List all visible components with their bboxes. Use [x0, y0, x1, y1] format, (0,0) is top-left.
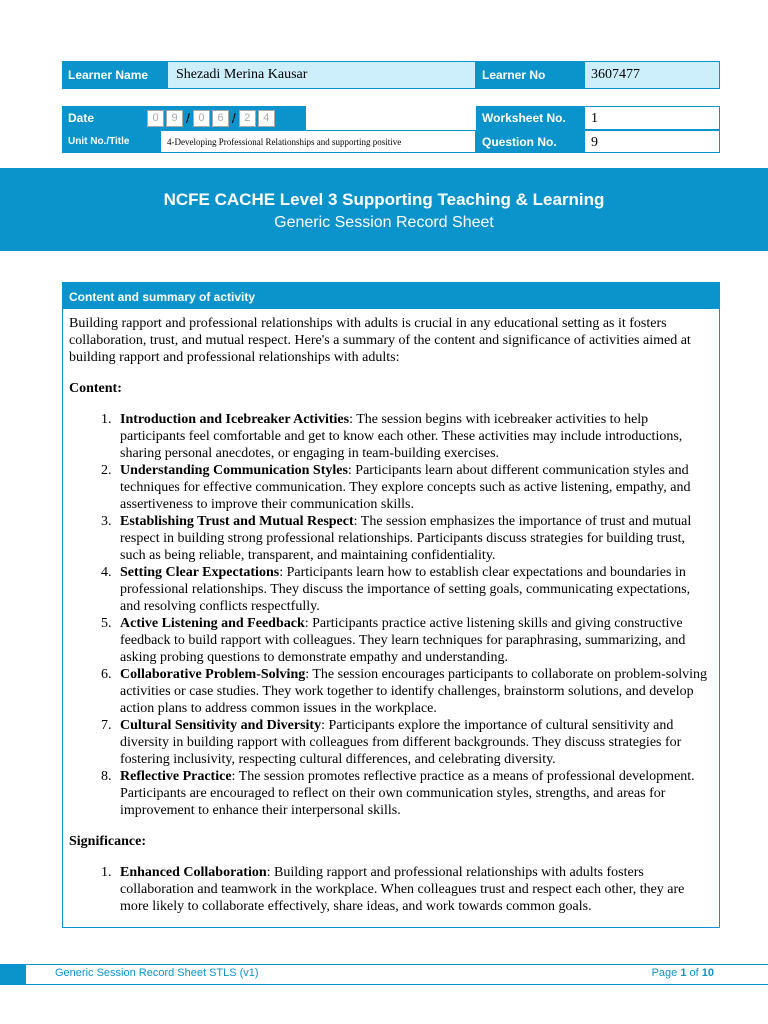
page-number — [652, 967, 714, 979]
list-item-title: Reflective Practice — [120, 769, 232, 784]
list-item-title: Active Listening and Feedback — [120, 616, 305, 631]
page-title: NCFE CACHE Level 3 Supporting Teaching & Learning — [163, 190, 605, 209]
date-digit[interactable]: 6 — [212, 110, 229, 127]
question-no-label: Question No. — [476, 130, 584, 153]
list-item-text: : Participants learn how to establish clear expectations and boundaries in professional relationships. They discuss the importance of setting goals, communicating expectations, and resolving conflicts respectfully. — [120, 565, 691, 614]
date-digit[interactable]: 2 — [239, 110, 256, 127]
date-digit[interactable]: 4 — [258, 110, 275, 127]
intro-paragraph: Building rapport and professional relationships with adults is crucial in any educational setting as it fosters collaboration, trust, and mutual respect. Here's a summary of the content and significance of activities aimed at building rapport and professional relationships with adults: — [69, 316, 691, 365]
list-item-text: : Building rapport and professional relationships with adults fosters collaboration and teamwork in the workplace. When colleagues trust and respect each other, they are more likely to collaborate effectively, share ideas, and work towards common goals. — [120, 865, 685, 914]
learner-name-field[interactable]: Shezadi Merina Kausar — [167, 61, 476, 89]
list-item-text: : The session encourages participants to collaborate on problem-solving activities or case studies. They work together to identify challenges, brainstorm solutions, and develop action plans to address common issues in the workplace. — [120, 667, 707, 716]
list-item-title: Enhanced Collaboration — [120, 865, 267, 880]
list-item-title: Understanding Communication Styles — [120, 463, 348, 478]
list-item-text: : The session begins with icebreaker activities to help participants feel comfortable and get to know each other. These activities may include introductions, sharing personal anecdotes, or engaging in team-building exercises. — [120, 412, 683, 461]
list-item-text: : Participants practice active listening skills and giving constructive feedback to build rapport with colleagues. They learn techniques for paraphrasing, summarizing, and asking probing questions to demonstrate empathy and understanding. — [120, 616, 686, 665]
date-digit[interactable]: 9 — [166, 110, 183, 127]
content-heading: Content and summary of activity — [63, 283, 719, 309]
list-item-text: : The session emphasizes the importance of trust and mutual respect in building strong professional relationships. Participants discuss strategies for building trust, such as being reliable, transparent, and maintaining confidentiality. — [120, 514, 692, 563]
worksheet-no-label: Worksheet No. — [476, 106, 584, 130]
date-label: Date — [62, 106, 143, 130]
list-item — [115, 768, 713, 819]
list-item — [115, 717, 713, 768]
list-item — [115, 864, 713, 915]
list-item-title: Cultural Sensitivity and Diversity — [120, 718, 322, 733]
page-subtitle: Generic Session Record Sheet — [274, 214, 494, 231]
significance-subheading: Significance: — [69, 834, 146, 849]
learner-no-field[interactable]: 3607477 — [584, 61, 720, 89]
learner-no-label: Learner No — [476, 61, 584, 89]
worksheet-no-field[interactable]: 1 — [584, 106, 720, 130]
title-banner — [0, 168, 768, 251]
list-item-title: Establishing Trust and Mutual Respect — [120, 514, 354, 529]
list-item — [115, 411, 713, 462]
list-item — [115, 462, 713, 513]
list-item-text: : The session promotes reflective practice as a means of professional development. Participants are encouraged to reflect on their own communication styles, strengths, and areas for improvement to enhance their interpersonal skills. — [120, 769, 695, 818]
page-current: 1 — [680, 967, 687, 979]
list-item — [115, 513, 713, 564]
footer-document-name: Generic Session Record Sheet STLS (v1) — [55, 967, 259, 979]
date-separator: / — [231, 110, 236, 126]
significance-list — [69, 864, 713, 915]
list-item-text: : Participants learn about different communication styles and techniques for effective communication. They explore concepts such as active listening, empathy, and assertiveness to improve their communication skills. — [120, 463, 691, 512]
date-field[interactable] — [143, 106, 306, 130]
content-list — [69, 411, 713, 819]
content-text-area[interactable] — [63, 309, 719, 915]
unit-title-field[interactable]: 4-Developing Professional Relationships and supporting positive — [160, 130, 476, 153]
list-item — [115, 615, 713, 666]
page-of: of — [686, 967, 702, 979]
question-no-field[interactable]: 9 — [584, 130, 720, 153]
content-subheading: Content: — [69, 381, 122, 396]
unit-title-label: Unit No./Title — [62, 130, 160, 153]
list-item-title: Introduction and Icebreaker Activities — [120, 412, 350, 427]
date-digit[interactable]: 0 — [147, 110, 164, 127]
content-section — [62, 282, 720, 928]
list-item-title: Setting Clear Expectations — [120, 565, 280, 580]
page-prefix: Page — [651, 967, 681, 979]
date-separator: / — [186, 110, 190, 126]
footer-accent-block — [0, 964, 26, 985]
page-total: 10 — [701, 967, 714, 979]
list-item — [115, 666, 713, 717]
list-item-title: Collaborative Problem-Solving — [120, 667, 306, 682]
learner-name-label: Learner Name — [62, 61, 167, 89]
date-digit[interactable]: 0 — [193, 110, 210, 127]
list-item — [115, 564, 713, 615]
list-item-text: : Participants explore the importance of cultural sensitivity and diversity in building rapport with colleagues from different backgrounds. They discuss strategies for fostering inclusivity, respecting cultural differences, and celebrating diversity. — [120, 718, 682, 767]
